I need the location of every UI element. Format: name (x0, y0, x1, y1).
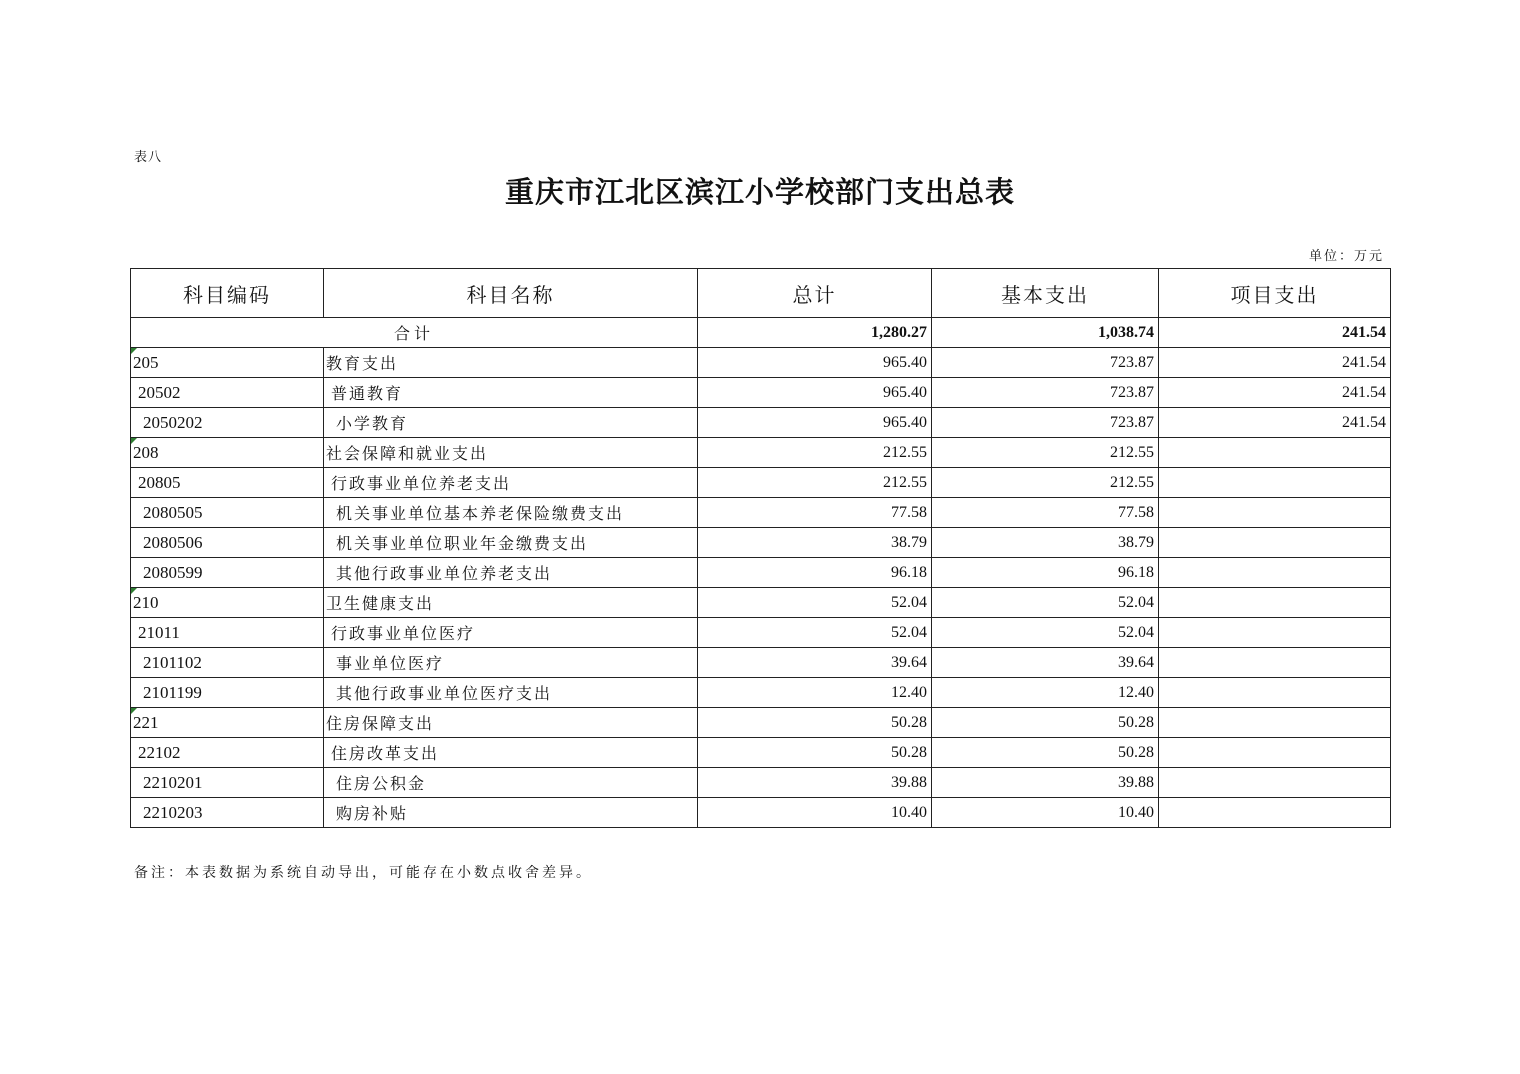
row-total-text: 52.04 (891, 593, 927, 611)
row-total-text: 39.64 (891, 653, 927, 671)
row-total-text: 12.40 (891, 683, 927, 701)
row-basic (932, 798, 1159, 828)
row-basic-text: 77.58 (1118, 503, 1154, 521)
row-total-text: 50.28 (891, 743, 927, 761)
row-code-text: 20502 (138, 382, 181, 402)
table-body (131, 318, 1391, 828)
row-basic (932, 768, 1159, 798)
row-project (1159, 678, 1391, 708)
row-total (698, 408, 932, 438)
table-row (131, 678, 1391, 708)
row-code (131, 618, 324, 648)
row-project (1159, 738, 1391, 768)
row-project (1159, 558, 1391, 588)
row-name (324, 768, 698, 798)
row-code (131, 438, 324, 468)
table-row (131, 348, 1391, 378)
row-name-text: 机关事业单位职业年金缴费支出 (336, 534, 589, 553)
row-total (698, 768, 932, 798)
row-basic (932, 498, 1159, 528)
row-total-text: 52.04 (891, 623, 927, 641)
row-basic-text: 10.40 (1118, 803, 1154, 821)
row-project (1159, 708, 1391, 738)
row-project (1159, 378, 1391, 408)
row-code-text: 2210203 (143, 802, 203, 822)
row-basic (932, 708, 1159, 738)
row-project (1159, 498, 1391, 528)
row-basic-text: 38.79 (1118, 533, 1154, 551)
row-basic-text: 39.88 (1118, 773, 1154, 791)
cell-comment-marker-icon (131, 348, 137, 354)
row-total (698, 678, 932, 708)
row-code-text: 22102 (138, 742, 181, 762)
row-code (131, 708, 324, 738)
row-name-text: 社会保障和就业支出 (326, 444, 489, 463)
row-project (1159, 528, 1391, 558)
unit-label: 单位：万元 (1308, 249, 1384, 264)
row-total-text: 965.40 (883, 413, 927, 431)
cell-comment-marker-icon (131, 438, 137, 444)
row-code (131, 498, 324, 528)
total-total: 1,280.27 (698, 318, 932, 348)
table-row (131, 438, 1391, 468)
row-code-text: 2101102 (143, 652, 202, 672)
row-project (1159, 618, 1391, 648)
row-total-text: 38.79 (891, 533, 927, 551)
row-basic (932, 648, 1159, 678)
row-code-text: 221 (133, 712, 159, 732)
row-name (324, 618, 698, 648)
row-name-text: 教育支出 (326, 354, 399, 373)
row-code-text: 21011 (138, 622, 180, 642)
row-name-text: 卫生健康支出 (326, 594, 435, 613)
table-number-label: 表八 (134, 150, 163, 165)
row-total-text: 212.55 (883, 473, 927, 491)
header-total: 总计 (698, 269, 932, 318)
row-name-text: 其他行政事业单位养老支出 (336, 564, 553, 583)
row-basic-text: 723.87 (1110, 383, 1154, 401)
row-basic-text: 50.28 (1118, 743, 1154, 761)
row-name-text: 住房公积金 (336, 774, 427, 793)
table-row (131, 768, 1391, 798)
row-code-text: 2080505 (143, 502, 203, 522)
table-row (131, 648, 1391, 678)
row-total (698, 348, 932, 378)
row-total-text: 39.88 (891, 773, 927, 791)
row-project (1159, 468, 1391, 498)
row-total-text: 10.40 (891, 803, 927, 821)
table-row (131, 468, 1391, 498)
row-project (1159, 798, 1391, 828)
row-name-text: 机关事业单位基本养老保险缴费支出 (336, 504, 625, 523)
row-total (698, 708, 932, 738)
row-name-text: 普通教育 (331, 384, 404, 403)
row-basic-text: 52.04 (1118, 593, 1154, 611)
row-project-text: 241.54 (1342, 353, 1386, 371)
table-row (131, 798, 1391, 828)
row-code-text: 210 (133, 592, 159, 612)
row-total (698, 468, 932, 498)
row-basic (932, 348, 1159, 378)
row-total-text: 50.28 (891, 713, 927, 731)
header-row (131, 269, 1391, 318)
row-name (324, 438, 698, 468)
row-basic-text: 212.55 (1110, 443, 1154, 461)
row-name-text: 小学教育 (336, 414, 409, 433)
row-basic (932, 528, 1159, 558)
page-title: 重庆市江北区滨江小学校部门支出总表 (504, 175, 1015, 209)
row-basic (932, 468, 1159, 498)
row-basic (932, 438, 1159, 468)
row-basic-text: 50.28 (1118, 713, 1154, 731)
row-basic-text: 39.64 (1118, 653, 1154, 671)
row-basic-text: 96.18 (1118, 563, 1154, 581)
row-name (324, 798, 698, 828)
cell-comment-marker-icon (131, 588, 137, 594)
header-basic: 基本支出 (932, 269, 1159, 318)
row-total (698, 378, 932, 408)
table-row (131, 588, 1391, 618)
row-basic (932, 588, 1159, 618)
row-basic (932, 618, 1159, 648)
row-total (698, 648, 932, 678)
row-project (1159, 348, 1391, 378)
row-code-text: 2210201 (143, 772, 203, 792)
row-total (698, 558, 932, 588)
row-total (698, 588, 932, 618)
row-name (324, 468, 698, 498)
table-header (131, 269, 1391, 318)
row-name (324, 378, 698, 408)
row-name (324, 528, 698, 558)
row-code (131, 768, 324, 798)
row-project (1159, 768, 1391, 798)
row-name-text: 事业单位医疗 (336, 654, 445, 673)
row-name (324, 708, 698, 738)
row-name (324, 738, 698, 768)
row-name-text: 购房补贴 (336, 804, 409, 823)
row-name (324, 348, 698, 378)
total-basic: 1,038.74 (932, 318, 1159, 348)
total-row (131, 318, 1391, 348)
row-name (324, 408, 698, 438)
row-total (698, 738, 932, 768)
header-code: 科目编码 (131, 269, 324, 318)
row-name (324, 588, 698, 618)
row-total (698, 498, 932, 528)
cell-comment-marker-icon (131, 708, 137, 714)
row-code-text: 2050202 (143, 412, 203, 432)
row-basic-text: 12.40 (1118, 683, 1154, 701)
row-project (1159, 588, 1391, 618)
row-code-text: 2080506 (143, 532, 203, 552)
row-basic (932, 738, 1159, 768)
total-label: 合计 (131, 318, 698, 348)
row-code (131, 558, 324, 588)
table-row (131, 708, 1391, 738)
header-name: 科目名称 (324, 269, 698, 318)
row-project (1159, 648, 1391, 678)
row-code (131, 528, 324, 558)
row-basic (932, 378, 1159, 408)
row-code (131, 348, 324, 378)
row-name-text: 住房保障支出 (326, 714, 435, 733)
row-name-text: 行政事业单位医疗 (331, 624, 476, 643)
row-basic (932, 408, 1159, 438)
row-code-text: 20805 (138, 472, 181, 492)
row-name (324, 498, 698, 528)
header-project: 项目支出 (1159, 269, 1391, 318)
row-code (131, 648, 324, 678)
table-row (131, 408, 1391, 438)
total-project: 241.54 (1159, 318, 1391, 348)
row-basic-text: 52.04 (1118, 623, 1154, 641)
row-code (131, 588, 324, 618)
row-code-text: 2101199 (143, 682, 202, 702)
row-code-text: 205 (133, 352, 159, 372)
row-name (324, 558, 698, 588)
footnote: 备注：本表数据为系统自动导出，可能存在小数点收舍差异。 (134, 865, 593, 881)
row-code (131, 408, 324, 438)
row-total-text: 77.58 (891, 503, 927, 521)
expenditure-table (130, 268, 1391, 828)
table-row (131, 618, 1391, 648)
row-code (131, 798, 324, 828)
row-basic (932, 558, 1159, 588)
table-row (131, 498, 1391, 528)
row-name-text: 其他行政事业单位医疗支出 (336, 684, 553, 703)
row-code (131, 738, 324, 768)
table-row (131, 528, 1391, 558)
row-name (324, 678, 698, 708)
row-total (698, 798, 932, 828)
row-total (698, 618, 932, 648)
table-row (131, 738, 1391, 768)
row-project (1159, 438, 1391, 468)
row-code-text: 2080599 (143, 562, 203, 582)
table-row (131, 378, 1391, 408)
row-basic-text: 723.87 (1110, 413, 1154, 431)
row-name (324, 648, 698, 678)
row-project-text: 241.54 (1342, 413, 1386, 431)
table-row (131, 558, 1391, 588)
row-total-text: 212.55 (883, 443, 927, 461)
row-total (698, 438, 932, 468)
row-project (1159, 408, 1391, 438)
row-code-text: 208 (133, 442, 159, 462)
row-total-text: 965.40 (883, 353, 927, 371)
row-total-text: 96.18 (891, 563, 927, 581)
row-total (698, 528, 932, 558)
row-code (131, 678, 324, 708)
row-code (131, 468, 324, 498)
row-code (131, 378, 324, 408)
row-basic-text: 212.55 (1110, 473, 1154, 491)
row-name-text: 行政事业单位养老支出 (331, 474, 512, 493)
row-total-text: 965.40 (883, 383, 927, 401)
row-name-text: 住房改革支出 (331, 744, 440, 763)
row-project-text: 241.54 (1342, 383, 1386, 401)
row-basic-text: 723.87 (1110, 353, 1154, 371)
row-basic (932, 678, 1159, 708)
